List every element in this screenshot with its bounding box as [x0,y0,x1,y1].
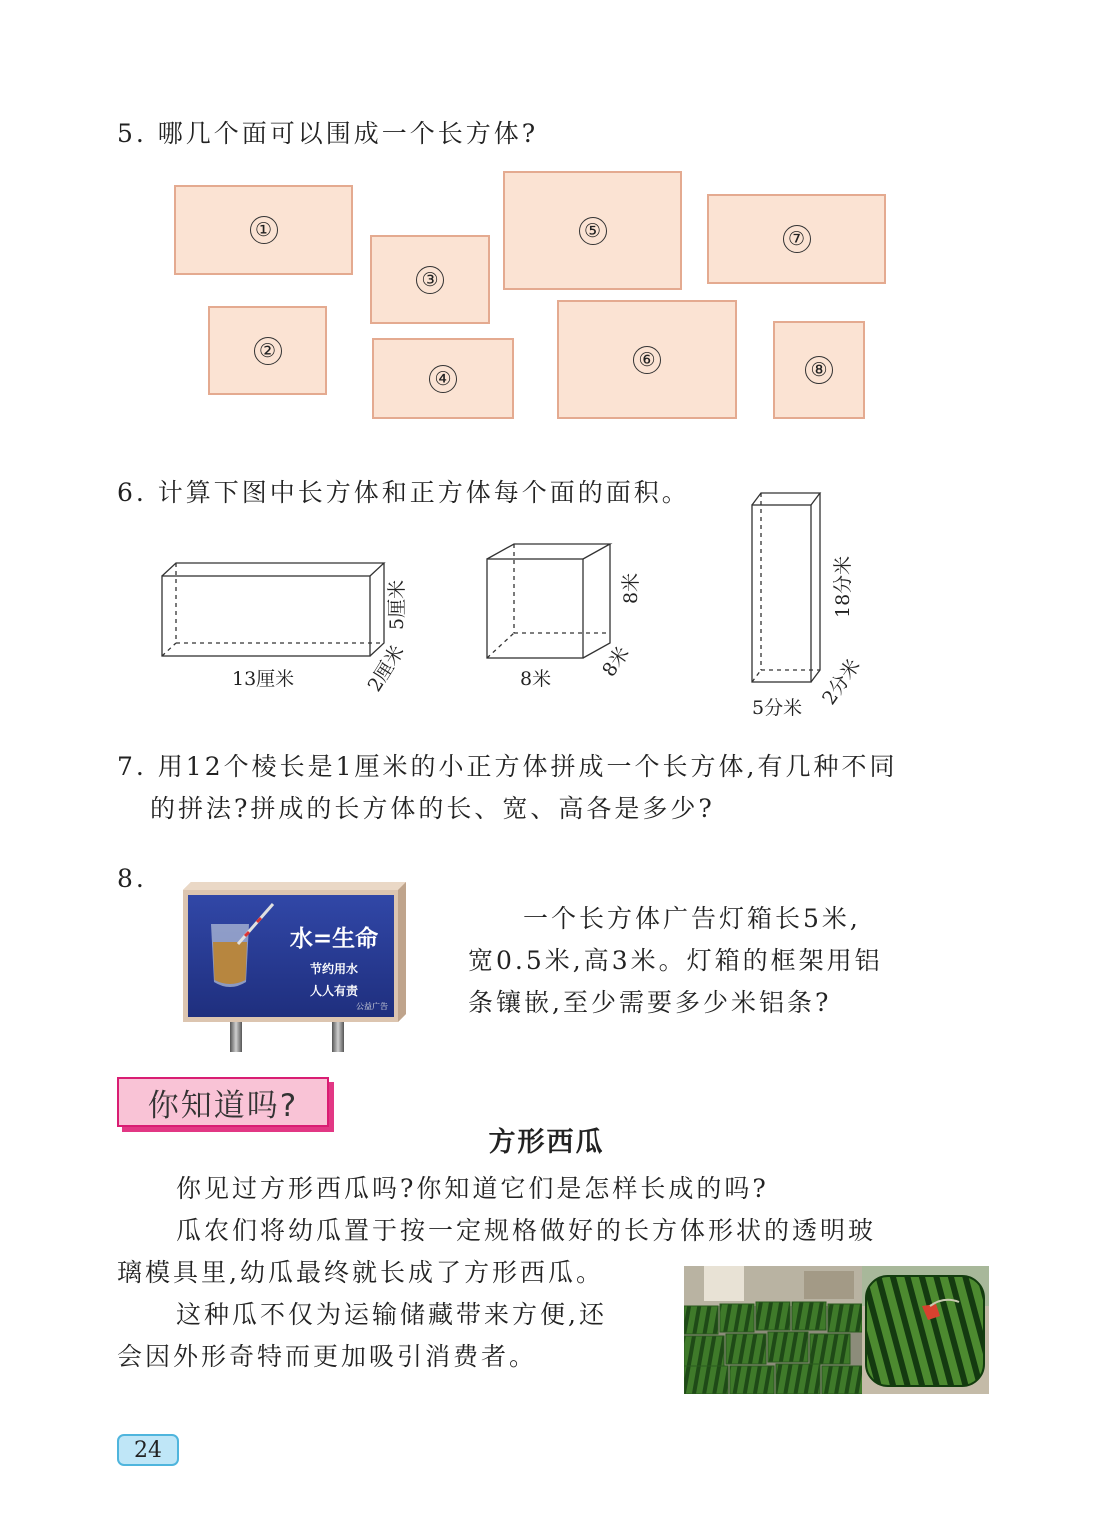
paragraph-2-line1: 瓜农们将幼瓜置于按一定规格做好的长方体形状的透明玻 [176,1216,877,1245]
question-5-text: 5. 哪几个面可以围成一个长方体? [117,119,539,148]
cuboid-1 [162,563,384,656]
cube-width: 8米 [598,642,634,681]
face-5-label: ⑤ [579,217,607,245]
question-7-line1: 7. 用12个棱长是1厘米的小正方体拼成一个长方体,有几种不同 [117,752,898,781]
cube-length: 8米 [520,668,552,690]
question-6-text: 6. 计算下图中长方体和正方体每个面的面积。 [117,478,690,507]
billboard-illustration [183,882,406,1052]
face-2-label: ② [254,337,282,365]
paragraph-1: 你见过方形西瓜吗?你知道它们是怎样长成的吗? [176,1174,769,1203]
face-6-label: ⑥ [633,346,661,374]
section-title: 方形西瓜 [488,1127,605,1158]
question-8-line1: 一个长方体广告灯箱长5米, [523,904,861,933]
billboard-tag: 公益广告 [356,1002,388,1011]
question-7-line2: 的拼法?拼成的长方体的长、宽、高各是多少? [150,794,715,823]
square-watermelon-photo [684,1266,989,1394]
billboard-line1: 节约用水 [309,962,358,976]
billboard-line2: 人人有责 [309,984,358,998]
cuboid-1-width: 2厘米 [363,641,409,696]
did-you-know-label: 你知道吗? [117,1077,329,1127]
face-8-label: ⑧ [805,356,833,384]
cuboid-3 [752,493,820,682]
cube [487,544,610,658]
question-8-line2: 宽0.5米,高3米。灯箱的框架用铝 [468,946,883,975]
face-3-label: ③ [416,266,444,294]
page-number: 24 [117,1434,179,1466]
face-7-label: ⑦ [783,225,811,253]
cuboid-3-height: 18分米 [832,555,854,618]
face-1-label: ① [250,216,278,244]
cuboid-3-width: 2分米 [818,655,865,709]
watermelon-graphic [684,1266,989,1394]
paragraph-3-line2: 会因外形奇特而更加吸引消费者。 [117,1342,538,1371]
cube-height: 8米 [620,572,642,604]
cuboid-3-length: 5分米 [752,697,803,719]
question-8-line3: 条镶嵌,至少需要多少米铝条? [468,988,832,1017]
paragraph-2-line2: 璃模具里,幼瓜最终就长成了方形西瓜。 [117,1258,604,1287]
question-8-number: 8. [117,864,147,893]
billboard-headline: 水=生命 [289,926,379,952]
face-4-label: ④ [429,365,457,393]
paragraph-3-line1: 这种瓜不仅为运输储藏带来方便,还 [176,1300,607,1329]
cuboid-1-length: 13厘米 [232,668,295,690]
cuboid-1-height: 5厘米 [386,579,408,630]
